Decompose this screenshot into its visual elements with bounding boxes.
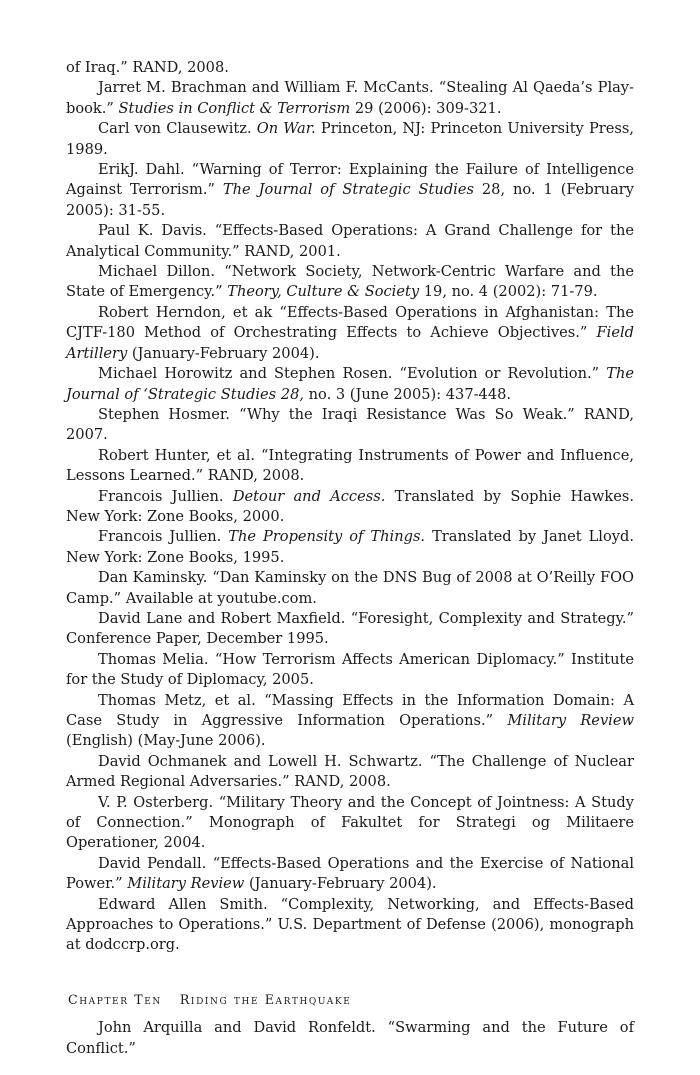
- bibliography-list: [66, 58, 634, 956]
- bibliography-entry: [66, 446, 634, 487]
- entry-text: 28, no. 1 (February 2005): 31-55.: [66, 181, 634, 219]
- bibliography-entry: [66, 568, 634, 609]
- entry-text: Jarret M. Brachman and William F. McCants. “Stealing Al Qaeda’s Play-book.”: [66, 79, 634, 117]
- entry-text: Dan Kaminsky. “Dan Kaminsky on the DNS Bug of 2008 at O’Reilly FOO Camp.” Available at youtube.com.: [66, 569, 634, 607]
- bibliography-entry: [66, 160, 634, 221]
- entry-text: David Pendall. “Effects-Based Operations and the Exercise of National Power.”: [66, 854, 634, 893]
- bibliography-entry: [66, 895, 634, 956]
- bibliography-entry: [66, 405, 634, 446]
- bibliography-entry: [66, 487, 634, 528]
- entry-text: Stephen Hosmer. “Why the Iraqi Resistance Was So Weak.” RAND, 2007.: [66, 405, 634, 444]
- chapter-heading: [68, 990, 634, 1010]
- entry-text: Michael Dillon. “Network Society, Network-Centric Warfare and the State of Emergency.”: [66, 263, 634, 301]
- bibliography-entry: [66, 752, 634, 793]
- bibliography-entry: [66, 58, 634, 78]
- bibliography-entry: [66, 303, 634, 364]
- bibliography-entry: [66, 854, 634, 895]
- entry-text: Edward Allen Smith. “Complexity, Networking, and Effects-Based Approaches to Operations.” U.S. Department of Defense (2006), monograph at dodccrp.org.: [66, 895, 634, 954]
- chapter-number: Chapter Ten: [68, 991, 162, 1007]
- entry-text: Francois Jullien.: [98, 528, 229, 546]
- italic-title: Military Review: [127, 875, 245, 893]
- bibliography-entry: [66, 1018, 634, 1059]
- entry-text: Francois Jullien.: [98, 487, 233, 505]
- bibliography-entry: [66, 793, 634, 854]
- entry-text: Translated by Janet Lloyd. New York: Zone Books, 1995.: [66, 528, 634, 566]
- entry-text: Robert Hunter, et al. “Integrating Instruments of Power and Influence, Lessons Learned.” RAND, 2008.: [66, 446, 634, 485]
- entry-text: no. 3 (June 2005): 437-448.: [304, 385, 512, 403]
- entry-text: Michael Horowitz and Stephen Rosen. “Evolution or Revolution.”: [98, 365, 607, 383]
- entry-text: (January-February 2004).: [127, 344, 320, 362]
- bibliography-entry: [66, 119, 634, 160]
- entry-text: Thomas Metz, et al. “Massing Effects in the Information Domain: A Case Study in Aggressive Information Operations.”: [66, 691, 634, 729]
- entry-text: ErikJ. Dahl. “Warning of Terror: Explaining the Failure of Intelligence Against Terrorism.”: [66, 161, 634, 199]
- bibliography-entry: [66, 364, 634, 405]
- entry-text: Paul K. Davis. “Effects-Based Operations: A Grand Challenge for the Analytical Community.” RAND, 2001.: [66, 222, 634, 260]
- italic-title: Theory, Culture & Society: [227, 283, 420, 301]
- italic-title: Detour and Access.: [232, 487, 386, 505]
- entry-text: Thomas Melia. “How Terrorism Affects American Diplomacy.” Institute for the Study of Diplomacy, 2005.: [66, 650, 634, 689]
- italic-title: The Propensity of Things.: [228, 528, 426, 546]
- entry-text: Carl von Clausewitz.: [98, 120, 257, 138]
- entry-text: Princeton, NJ: Princeton University Press, 1989.: [66, 120, 634, 158]
- entry-text: (January-February 2004).: [244, 875, 437, 893]
- bibliography-entry: [66, 609, 634, 650]
- bibliography-entry: [66, 691, 634, 752]
- bibliography-entry: [66, 221, 634, 262]
- entry-text: David Lane and Robert Maxfield. “Foresight, Complexity and Strategy.” Conference Paper, December 1995.: [66, 609, 634, 648]
- entry-text: V. P. Osterberg. “Military Theory and the Concept of Jointness: A Study of Connection.” Monograph of Fakultet for Strategi og Militaere Operationer, 2004.: [66, 793, 634, 852]
- entry-text: (English) (May-June 2006).: [66, 732, 266, 750]
- chapter-title: Riding the Earthquake: [179, 991, 352, 1007]
- entry-text: 19, no. 4 (2002): 71-79.: [419, 283, 598, 301]
- bibliography-entry: [66, 527, 634, 568]
- italic-title: The Journal of ‘Strategic Studies 28,: [66, 365, 634, 403]
- bibliography-entry: [66, 262, 634, 303]
- italic-title: Studies in Conflict & Terrorism: [118, 99, 351, 117]
- entry-text: 29 (2006): 309-321.: [350, 99, 502, 117]
- bibliography-entry: [66, 78, 634, 119]
- entry-text: Robert Herndon, et ak “Effects-Based Operations in Afghanistan: The CJTF-180 Method of Orchestrating Effects to Achieve Objectives.”: [66, 303, 634, 342]
- entry-text: of Iraq.” RAND, 2008.: [66, 59, 229, 76]
- entry-text: David Ochmanek and Lowell H. Schwartz. “The Challenge of Nuclear Armed Regional Adversaries.” RAND, 2008.: [66, 752, 634, 791]
- bibliography-list-continued: [66, 1018, 634, 1059]
- italic-title: Field Artillery: [66, 324, 634, 362]
- italic-title: Military Review: [507, 712, 634, 729]
- entry-text: John Arquilla and David Ronfeldt. “Swarming and the Future of Conflict.”: [66, 1019, 634, 1057]
- entry-text: Translated by Sophie Hawkes. New York: Zone Books, 2000.: [66, 487, 634, 525]
- italic-title: The Journal of Strategic Studies: [222, 181, 474, 199]
- bibliography-entry: [66, 650, 634, 691]
- italic-title: On War.: [256, 120, 316, 138]
